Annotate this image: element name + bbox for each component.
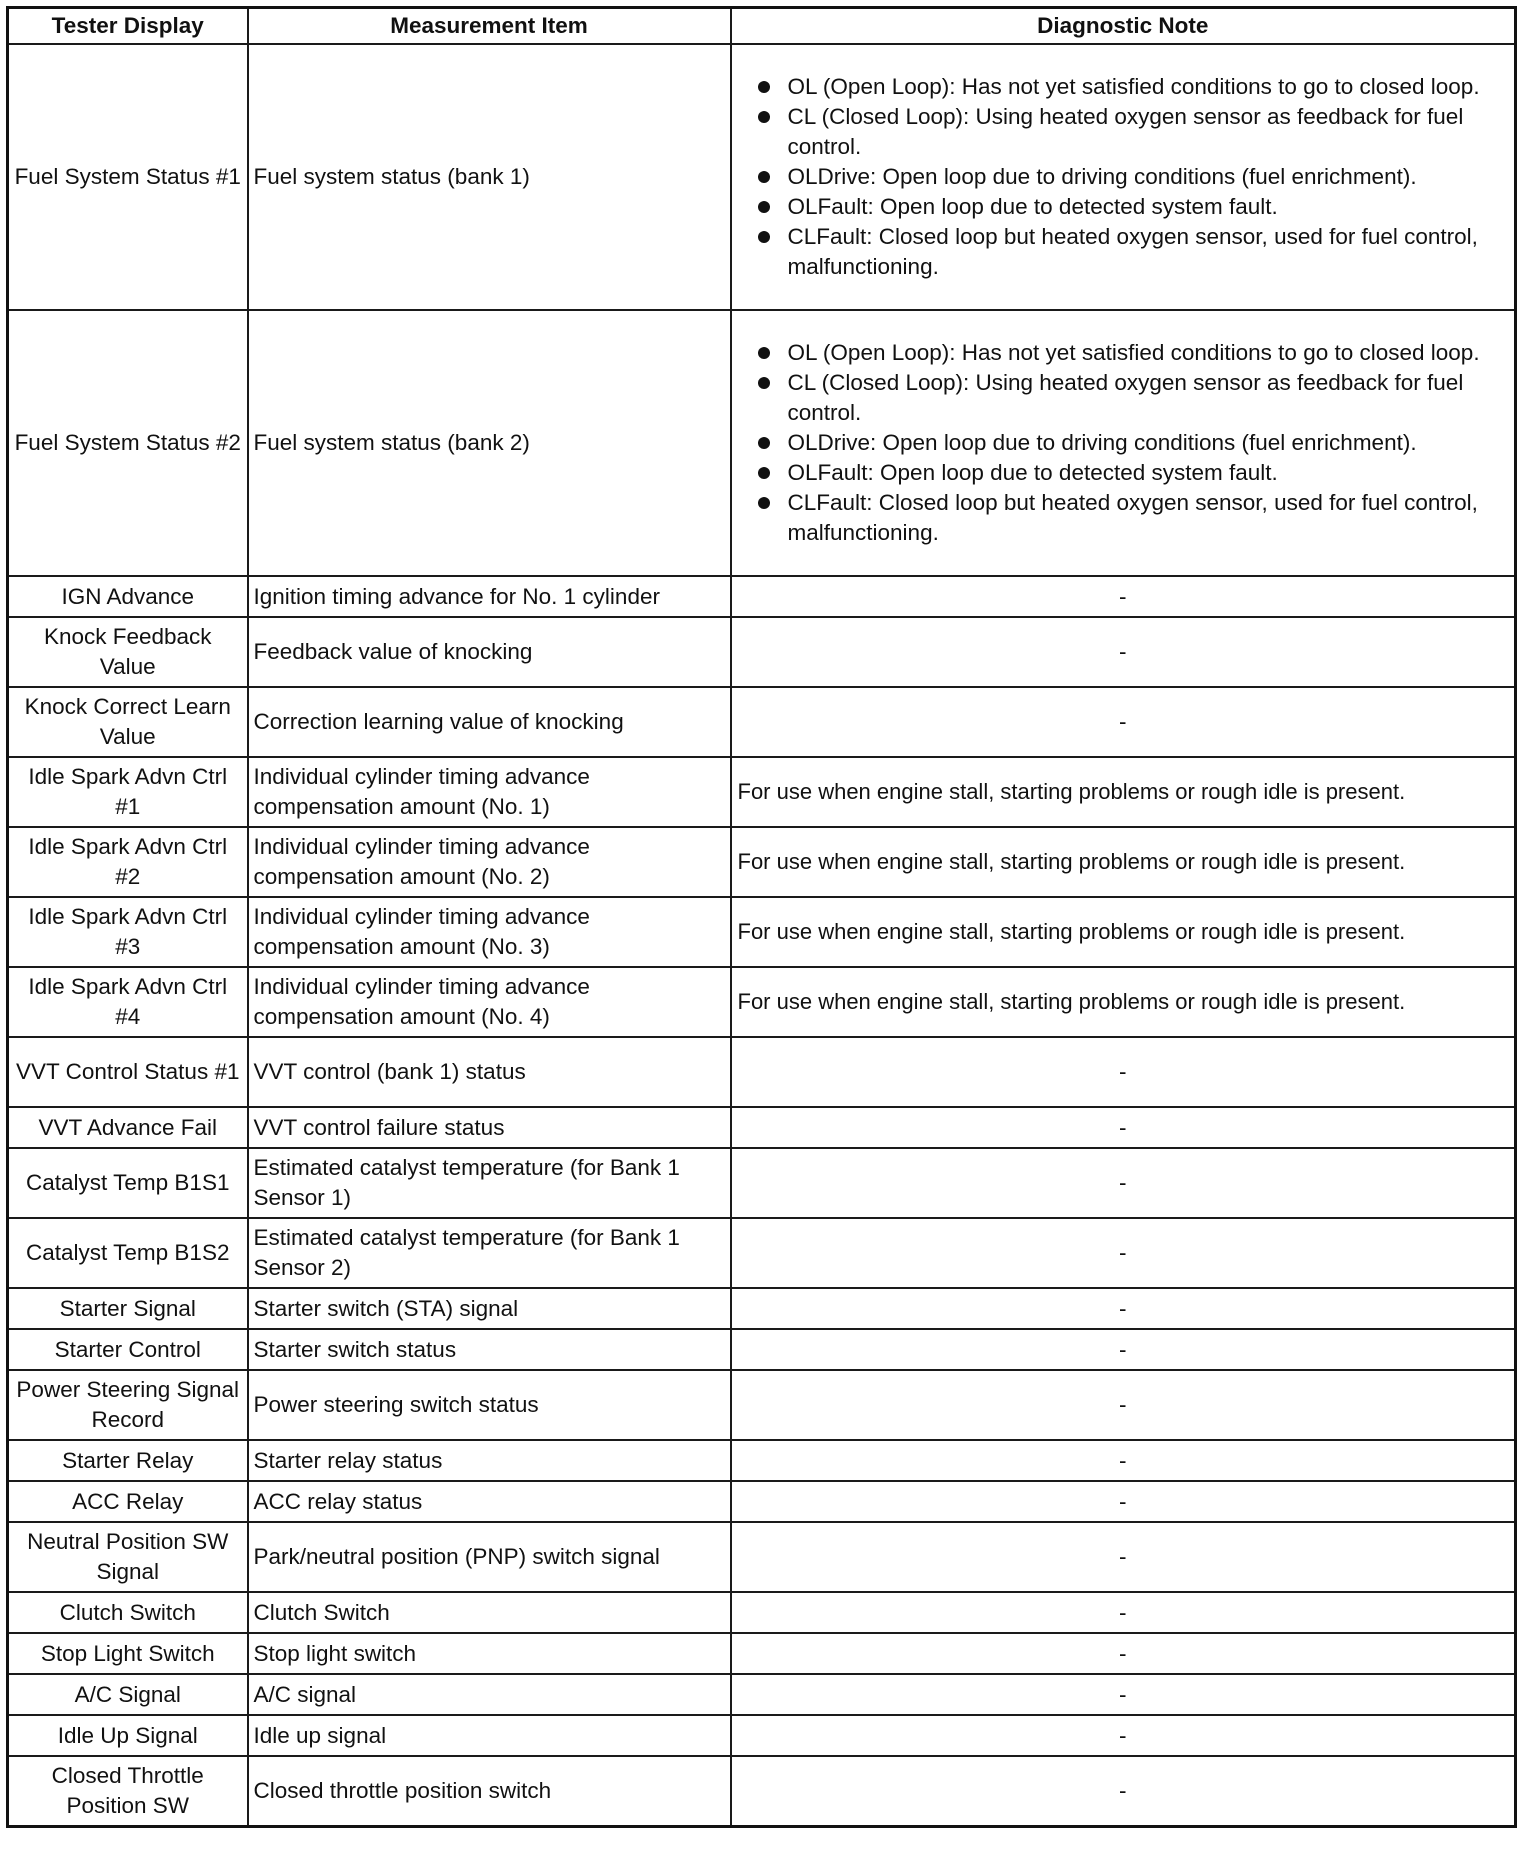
note-bullet-text: OLFault: Open loop due to detected system fault.: [787, 460, 1278, 485]
diagnostic-note-cell: [731, 44, 1516, 310]
header-row: [8, 8, 1516, 45]
tester-display-cell: Catalyst Temp B1S2: [8, 1218, 248, 1288]
measurement-item-cell: Clutch Switch: [248, 1592, 731, 1633]
tester-display-cell: Knock Feedback Value: [8, 617, 248, 687]
diagnostic-note-cell: -: [731, 1329, 1516, 1370]
note-bullet-item: [756, 222, 1509, 282]
measurement-item-cell: Estimated catalyst temperature (for Bank 1 Sensor 1): [248, 1148, 731, 1218]
table-row: [8, 897, 1516, 967]
table-row: [8, 617, 1516, 687]
measurement-item-cell: Starter switch (STA) signal: [248, 1288, 731, 1329]
diagnostic-note-cell: -: [731, 576, 1516, 617]
diagnostic-note-cell: -: [731, 1148, 1516, 1218]
note-bullet-item: [756, 368, 1509, 428]
table-row: [8, 1715, 1516, 1756]
measurement-item-cell: Individual cylinder timing advance compensation amount (No. 2): [248, 827, 731, 897]
note-bullet-item: [756, 162, 1509, 192]
bullet-icon: [758, 171, 770, 183]
tester-display-cell: A/C Signal: [8, 1674, 248, 1715]
bullet-icon: [758, 497, 770, 509]
measurement-item-cell: Stop light switch: [248, 1633, 731, 1674]
note-bullet-list: [756, 338, 1509, 548]
measurement-item-cell: Individual cylinder timing advance compensation amount (No. 3): [248, 897, 731, 967]
diagnostic-note-cell: -: [731, 1715, 1516, 1756]
tester-display-cell: Stop Light Switch: [8, 1633, 248, 1674]
table-row: [8, 1592, 1516, 1633]
measurement-item-cell: Correction learning value of knocking: [248, 687, 731, 757]
header-measurement-item: Measurement Item: [248, 8, 731, 45]
bullet-icon: [758, 81, 770, 93]
note-bullet-list: [756, 72, 1509, 282]
diagnostic-note-cell: -: [731, 1370, 1516, 1440]
bullet-icon: [758, 467, 770, 479]
tester-display-cell: IGN Advance: [8, 576, 248, 617]
bullet-icon: [758, 377, 770, 389]
diagnostic-note-cell: -: [731, 1440, 1516, 1481]
table-row: [8, 1674, 1516, 1715]
tester-display-cell: Idle Spark Advn Ctrl #3: [8, 897, 248, 967]
measurement-item-cell: Individual cylinder timing advance compensation amount (No. 1): [248, 757, 731, 827]
note-bullet-item: [756, 338, 1509, 368]
note-bullet-text: CLFault: Closed loop but heated oxygen sensor, used for fuel control, malfunctioning.: [787, 224, 1478, 279]
table-row: [8, 1633, 1516, 1674]
measurement-item-cell: Starter switch status: [248, 1329, 731, 1370]
tester-display-cell: Fuel System Status #1: [8, 44, 248, 310]
bullet-icon: [758, 201, 770, 213]
note-bullet-item: [756, 488, 1509, 548]
note-bullet-text: OLFault: Open loop due to detected system fault.: [787, 194, 1278, 219]
diagnostic-note-cell: -: [731, 1481, 1516, 1522]
table-row: [8, 44, 1516, 310]
tester-display-cell: Idle Spark Advn Ctrl #1: [8, 757, 248, 827]
tester-display-cell: Closed Throttle Position SW: [8, 1756, 248, 1827]
bullet-icon: [758, 111, 770, 123]
table-row: [8, 1329, 1516, 1370]
measurement-item-cell: Park/neutral position (PNP) switch signal: [248, 1522, 731, 1592]
tester-display-cell: Clutch Switch: [8, 1592, 248, 1633]
table-row: [8, 1107, 1516, 1148]
diagnostic-note-cell: -: [731, 1633, 1516, 1674]
table-row: [8, 1370, 1516, 1440]
tester-display-cell: ACC Relay: [8, 1481, 248, 1522]
note-bullet-text: OLDrive: Open loop due to driving conditions (fuel enrichment).: [787, 430, 1417, 455]
tester-display-cell: Starter Control: [8, 1329, 248, 1370]
tester-display-cell: Power Steering Signal Record: [8, 1370, 248, 1440]
measurement-item-cell: A/C signal: [248, 1674, 731, 1715]
diagnostic-note-cell: -: [731, 1592, 1516, 1633]
measurement-item-cell: Fuel system status (bank 1): [248, 44, 731, 310]
tester-display-cell: Starter Relay: [8, 1440, 248, 1481]
diagnostic-note-cell: -: [731, 1288, 1516, 1329]
note-bullet-text: OL (Open Loop): Has not yet satisfied conditions to go to closed loop.: [787, 340, 1480, 365]
diagnostic-note-cell: [731, 310, 1516, 576]
diagnostic-note-cell: -: [731, 617, 1516, 687]
bullet-icon: [758, 347, 770, 359]
diagnostic-note-cell: -: [731, 1522, 1516, 1592]
table-row: [8, 1037, 1516, 1107]
tester-display-cell: Knock Correct Learn Value: [8, 687, 248, 757]
diagnostic-note-cell: -: [731, 1674, 1516, 1715]
measurement-item-cell: Ignition timing advance for No. 1 cylinder: [248, 576, 731, 617]
measurement-item-cell: Power steering switch status: [248, 1370, 731, 1440]
tester-display-cell: Idle Spark Advn Ctrl #4: [8, 967, 248, 1037]
note-bullet-text: CL (Closed Loop): Using heated oxygen sensor as feedback for fuel control.: [787, 104, 1464, 159]
table-row: [8, 1218, 1516, 1288]
note-bullet-text: OLDrive: Open loop due to driving conditions (fuel enrichment).: [787, 164, 1417, 189]
tester-display-cell: Catalyst Temp B1S1: [8, 1148, 248, 1218]
table-row: [8, 1522, 1516, 1592]
table-row: [8, 967, 1516, 1037]
diagnostic-note-cell: For use when engine stall, starting problems or rough idle is present.: [731, 897, 1516, 967]
page: [6, 6, 1514, 1828]
header-tester-display: Tester Display: [8, 8, 248, 45]
table-row: [8, 687, 1516, 757]
note-bullet-item: [756, 72, 1509, 102]
measurement-item-cell: Closed throttle position switch: [248, 1756, 731, 1827]
table-row: [8, 827, 1516, 897]
tester-display-cell: Fuel System Status #2: [8, 310, 248, 576]
tester-display-cell: Idle Spark Advn Ctrl #2: [8, 827, 248, 897]
bullet-icon: [758, 231, 770, 243]
measurement-item-cell: Estimated catalyst temperature (for Bank 1 Sensor 2): [248, 1218, 731, 1288]
diagnostic-table: [6, 6, 1517, 1828]
note-bullet-item: [756, 458, 1509, 488]
table-row: [8, 310, 1516, 576]
note-bullet-item: [756, 192, 1509, 222]
bullet-icon: [758, 437, 770, 449]
table-row: [8, 1481, 1516, 1522]
diagnostic-note-cell: -: [731, 1218, 1516, 1288]
tester-display-cell: Neutral Position SW Signal: [8, 1522, 248, 1592]
diagnostic-note-cell: -: [731, 1037, 1516, 1107]
diagnostic-note-cell: -: [731, 687, 1516, 757]
tester-display-cell: Starter Signal: [8, 1288, 248, 1329]
tester-display-cell: VVT Advance Fail: [8, 1107, 248, 1148]
note-bullet-item: [756, 102, 1509, 162]
tester-display-cell: Idle Up Signal: [8, 1715, 248, 1756]
table-row: [8, 1440, 1516, 1481]
diagnostic-note-cell: For use when engine stall, starting problems or rough idle is present.: [731, 757, 1516, 827]
diagnostic-note-cell: For use when engine stall, starting problems or rough idle is present.: [731, 967, 1516, 1037]
note-bullet-item: [756, 428, 1509, 458]
diagnostic-note-cell: For use when engine stall, starting problems or rough idle is present.: [731, 827, 1516, 897]
table-row: [8, 1148, 1516, 1218]
tester-display-cell: VVT Control Status #1: [8, 1037, 248, 1107]
header-diagnostic-note: Diagnostic Note: [731, 8, 1516, 45]
diagnostic-note-cell: -: [731, 1107, 1516, 1148]
note-bullet-text: OL (Open Loop): Has not yet satisfied conditions to go to closed loop.: [787, 74, 1480, 99]
measurement-item-cell: Individual cylinder timing advance compensation amount (No. 4): [248, 967, 731, 1037]
note-bullet-text: CLFault: Closed loop but heated oxygen sensor, used for fuel control, malfunctioning.: [787, 490, 1478, 545]
table-row: [8, 1756, 1516, 1827]
measurement-item-cell: ACC relay status: [248, 1481, 731, 1522]
measurement-item-cell: VVT control failure status: [248, 1107, 731, 1148]
measurement-item-cell: Starter relay status: [248, 1440, 731, 1481]
measurement-item-cell: VVT control (bank 1) status: [248, 1037, 731, 1107]
table-row: [8, 1288, 1516, 1329]
table-row: [8, 757, 1516, 827]
note-bullet-text: CL (Closed Loop): Using heated oxygen sensor as feedback for fuel control.: [787, 370, 1464, 425]
measurement-item-cell: Feedback value of knocking: [248, 617, 731, 687]
diagnostic-note-cell: -: [731, 1756, 1516, 1827]
measurement-item-cell: Fuel system status (bank 2): [248, 310, 731, 576]
measurement-item-cell: Idle up signal: [248, 1715, 731, 1756]
table-row: [8, 576, 1516, 617]
